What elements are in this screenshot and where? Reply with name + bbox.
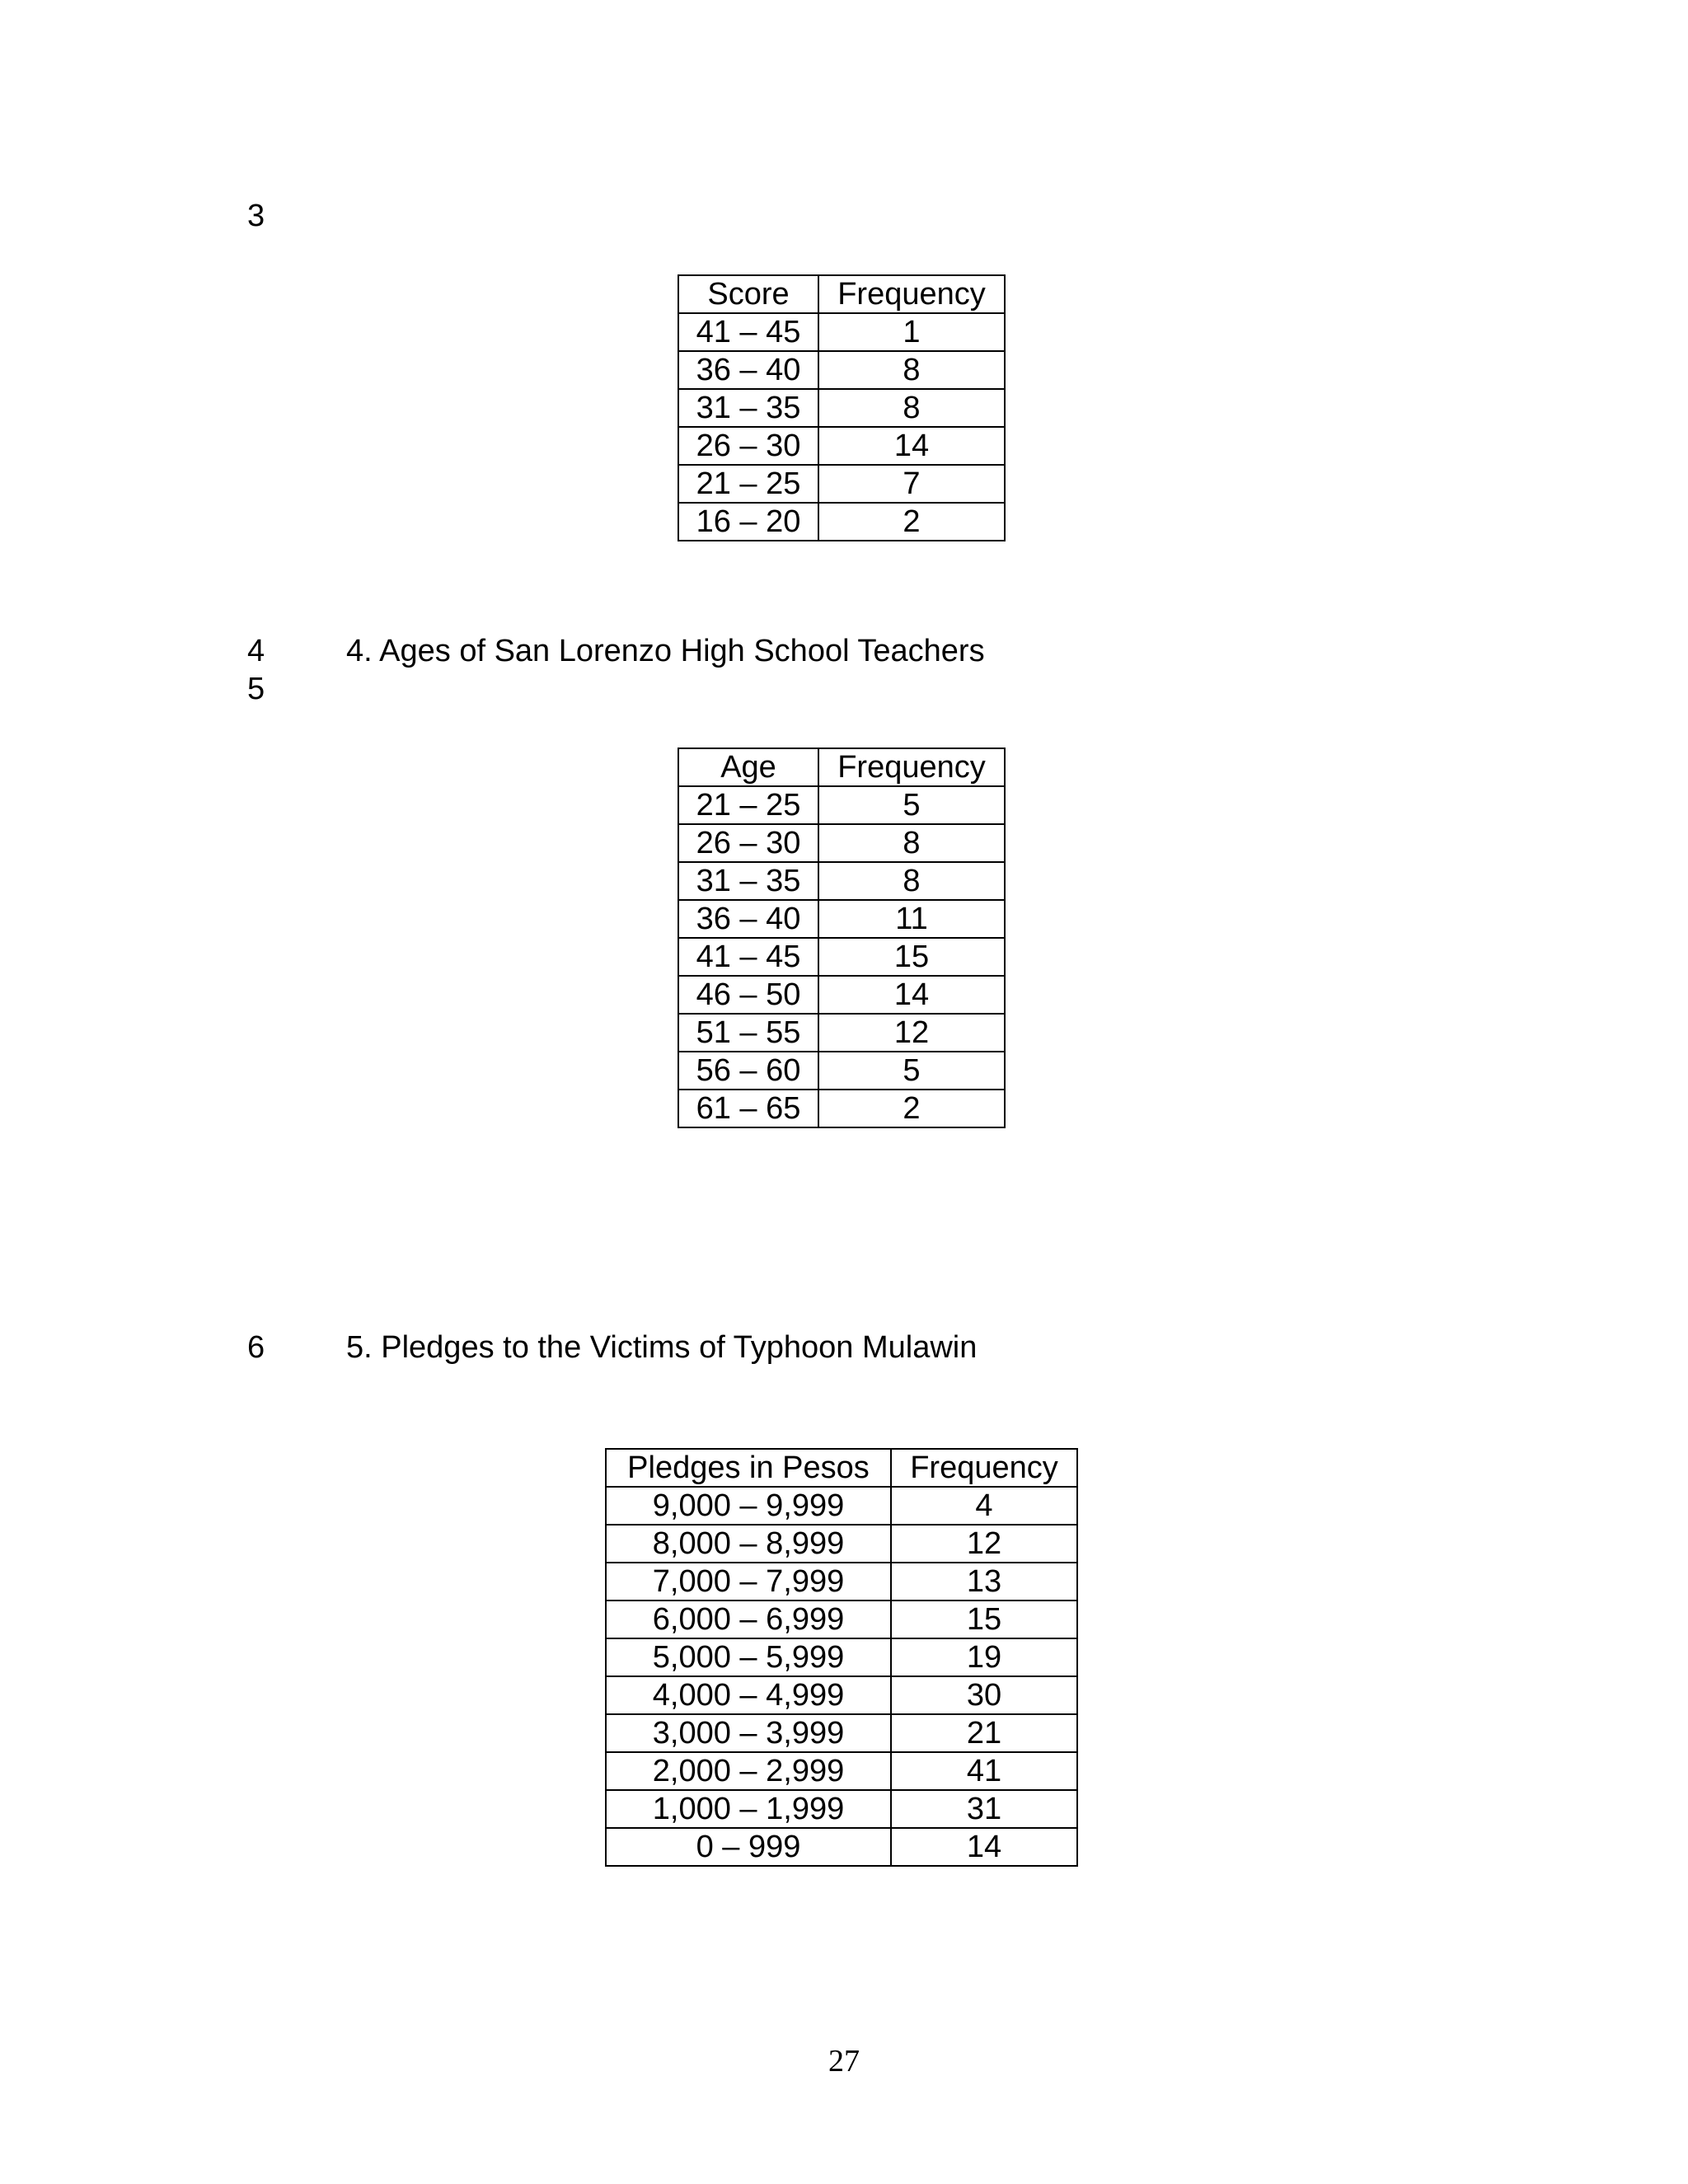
pledge-range-cell: 5,000 – 5,999 — [606, 1638, 891, 1676]
table-header-row — [678, 748, 1005, 786]
frequency-cell: 4 — [891, 1487, 1077, 1525]
frequency-cell: 2 — [818, 1090, 1005, 1127]
frequency-cell: 31 — [891, 1790, 1077, 1828]
table-row — [606, 1828, 1077, 1866]
frequency-cell: 15 — [818, 938, 1005, 976]
score-cell: 41 – 45 — [678, 313, 818, 351]
table-header-row — [678, 275, 1005, 313]
table-row — [678, 389, 1005, 427]
frequency-cell: 14 — [818, 976, 1005, 1014]
pledge-range-cell: 2,000 – 2,999 — [606, 1752, 891, 1790]
frequency-cell: 21 — [891, 1714, 1077, 1752]
age-cell: 21 – 25 — [678, 786, 818, 824]
table-row — [606, 1487, 1077, 1525]
table-row — [606, 1790, 1077, 1828]
section-5-heading: 5. Pledges to the Victims of Typhoon Mulawin — [346, 1330, 978, 1365]
pledge-range-cell: 8,000 – 8,999 — [606, 1525, 891, 1563]
frequency-cell: 12 — [891, 1525, 1077, 1563]
pledge-range-cell: 7,000 – 7,999 — [606, 1563, 891, 1601]
age-cell: 56 – 60 — [678, 1052, 818, 1090]
frequency-cell: 2 — [818, 503, 1005, 541]
age-frequency-table — [678, 748, 1006, 1128]
column-header-frequency: Frequency — [818, 275, 1005, 313]
pledge-range-cell: 9,000 – 9,999 — [606, 1487, 891, 1525]
age-cell: 61 – 65 — [678, 1090, 818, 1127]
table-row — [606, 1714, 1077, 1752]
pledge-range-cell: 3,000 – 3,999 — [606, 1714, 891, 1752]
frequency-cell: 13 — [891, 1563, 1077, 1601]
age-cell: 41 – 45 — [678, 938, 818, 976]
frequency-cell: 8 — [818, 824, 1005, 862]
table-row — [678, 824, 1005, 862]
frequency-cell: 41 — [891, 1752, 1077, 1790]
score-cell: 36 – 40 — [678, 351, 818, 389]
age-cell: 46 – 50 — [678, 976, 818, 1014]
frequency-cell: 8 — [818, 862, 1005, 900]
table-row — [606, 1752, 1077, 1790]
frequency-cell: 15 — [891, 1601, 1077, 1638]
frequency-cell: 14 — [891, 1828, 1077, 1866]
table-row — [678, 976, 1005, 1014]
frequency-cell: 11 — [818, 900, 1005, 938]
table-row — [606, 1525, 1077, 1563]
column-header-frequency: Frequency — [891, 1449, 1077, 1487]
table-row — [606, 1601, 1077, 1638]
frequency-cell: 19 — [891, 1638, 1077, 1676]
score-cell: 21 – 25 — [678, 465, 818, 503]
column-header-score: Score — [678, 275, 818, 313]
age-cell: 26 – 30 — [678, 824, 818, 862]
age-cell: 31 – 35 — [678, 862, 818, 900]
table-row — [606, 1676, 1077, 1714]
column-header-pledges: Pledges in Pesos — [606, 1449, 891, 1487]
table-row — [678, 938, 1005, 976]
pledge-range-cell: 6,000 – 6,999 — [606, 1601, 891, 1638]
frequency-cell: 8 — [818, 351, 1005, 389]
table-row — [606, 1563, 1077, 1601]
pledges-frequency-table — [605, 1448, 1078, 1867]
table-row — [678, 900, 1005, 938]
frequency-cell: 5 — [818, 786, 1005, 824]
frequency-cell: 14 — [818, 427, 1005, 465]
line-number-5: 5 — [247, 672, 265, 706]
line-number-3: 3 — [247, 199, 265, 233]
frequency-cell: 12 — [818, 1014, 1005, 1052]
frequency-cell: 5 — [818, 1052, 1005, 1090]
pledge-range-cell: 4,000 – 4,999 — [606, 1676, 891, 1714]
table-row — [678, 1014, 1005, 1052]
column-header-age: Age — [678, 748, 818, 786]
column-header-frequency: Frequency — [818, 748, 1005, 786]
table-row — [678, 786, 1005, 824]
pledge-range-cell: 0 – 999 — [606, 1828, 891, 1866]
table-row — [678, 862, 1005, 900]
table-row — [678, 503, 1005, 541]
table-row — [678, 465, 1005, 503]
section-4-heading: 4. Ages of San Lorenzo High School Teachers — [346, 634, 985, 668]
page-number: 27 — [828, 2044, 860, 2079]
age-cell: 51 – 55 — [678, 1014, 818, 1052]
table-row — [678, 313, 1005, 351]
frequency-cell: 30 — [891, 1676, 1077, 1714]
score-cell: 16 – 20 — [678, 503, 818, 541]
table-row — [678, 1090, 1005, 1127]
table-row — [678, 1052, 1005, 1090]
frequency-cell: 7 — [818, 465, 1005, 503]
frequency-cell: 8 — [818, 389, 1005, 427]
table-header-row — [606, 1449, 1077, 1487]
line-number-6: 6 — [247, 1330, 265, 1365]
table-row — [678, 427, 1005, 465]
age-cell: 36 – 40 — [678, 900, 818, 938]
score-cell: 26 – 30 — [678, 427, 818, 465]
table-row — [606, 1638, 1077, 1676]
score-frequency-table — [678, 274, 1006, 541]
frequency-cell: 1 — [818, 313, 1005, 351]
line-number-4: 4 — [247, 634, 265, 668]
score-cell: 31 – 35 — [678, 389, 818, 427]
table-row — [678, 351, 1005, 389]
pledge-range-cell: 1,000 – 1,999 — [606, 1790, 891, 1828]
